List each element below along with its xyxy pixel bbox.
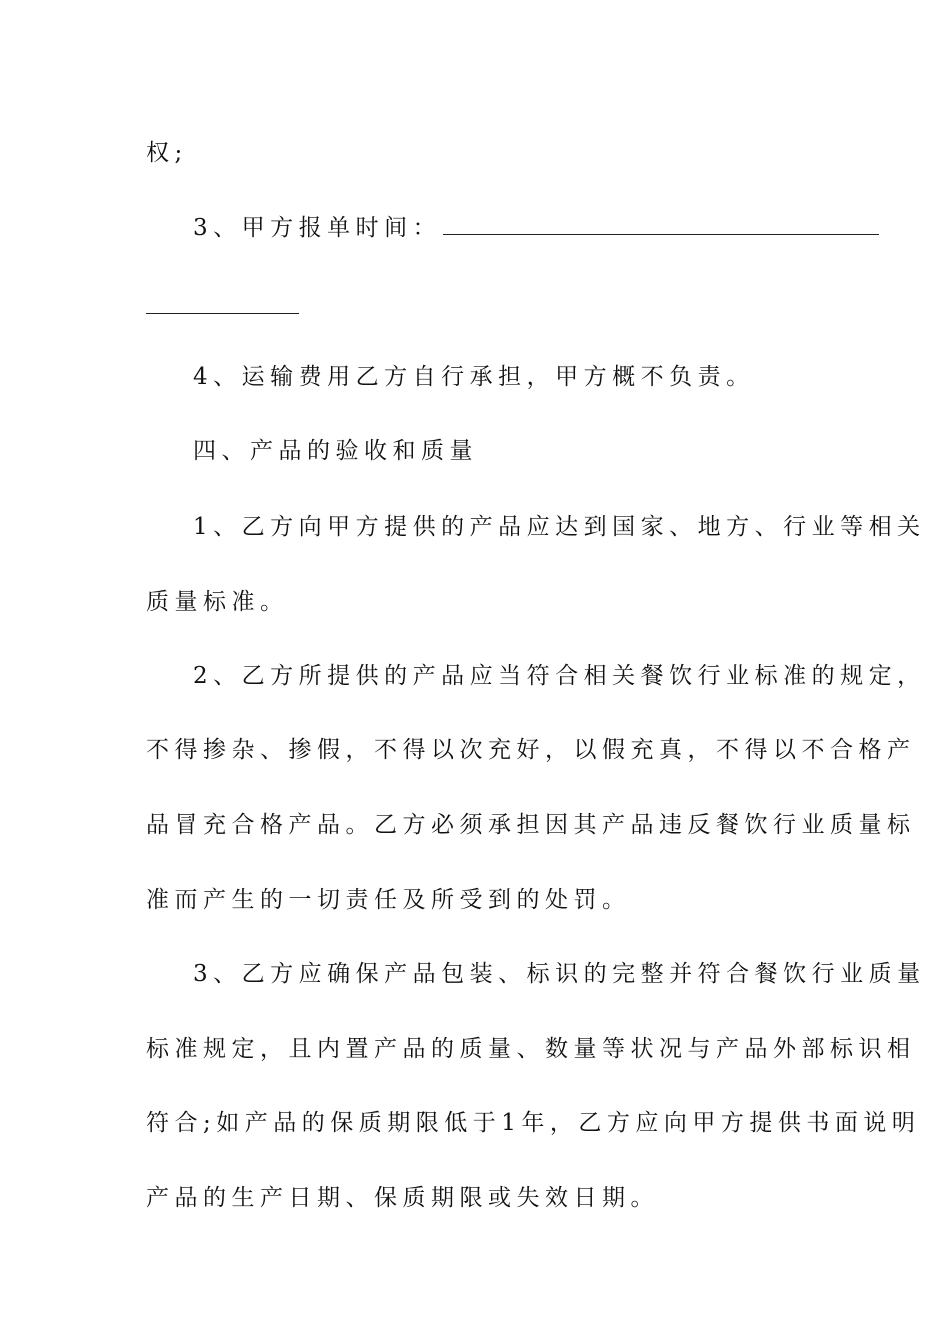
text-line: 准而产生的一切责任及所受到的处罚。 [146, 887, 631, 913]
text-line: 4、运输费用乙方自行承担，甲方概不负责。 [193, 364, 755, 390]
text-line: 2、乙方所提供的产品应当符合相关餐饮行业标准的规定， [193, 663, 926, 689]
report-time-label: 3、甲方报单时间： [193, 215, 442, 241]
report-time-row [193, 213, 879, 243]
text-line: 权; [146, 140, 188, 166]
section-heading: 四、产品的验收和质量 [193, 438, 478, 464]
text-line: 产品的生产日期、保质期限或失效日期。 [146, 1185, 659, 1211]
report-time-blank-continued [146, 313, 299, 314]
text-line: 品冒充合格产品。乙方必须承担因其产品违反餐饮行业质量标 [146, 812, 916, 838]
text-line: 标准规定，且内置产品的质量、数量等状况与产品外部标识相 [146, 1036, 916, 1062]
text-line: 1、乙方向甲方提供的产品应达到国家、地方、行业等相关 [193, 514, 926, 540]
text-line: 质量标准。 [146, 589, 289, 615]
report-time-blank [443, 218, 879, 235]
text-line: 3、乙方应确保产品包装、标识的完整并符合餐饮行业质量 [193, 961, 926, 987]
text-line: 符合;如产品的保质期限低于1年，乙方应向甲方提供书面说明 [146, 1110, 921, 1136]
text-line: 不得掺杂、掺假，不得以次充好，以假充真，不得以不合格产 [146, 737, 916, 763]
